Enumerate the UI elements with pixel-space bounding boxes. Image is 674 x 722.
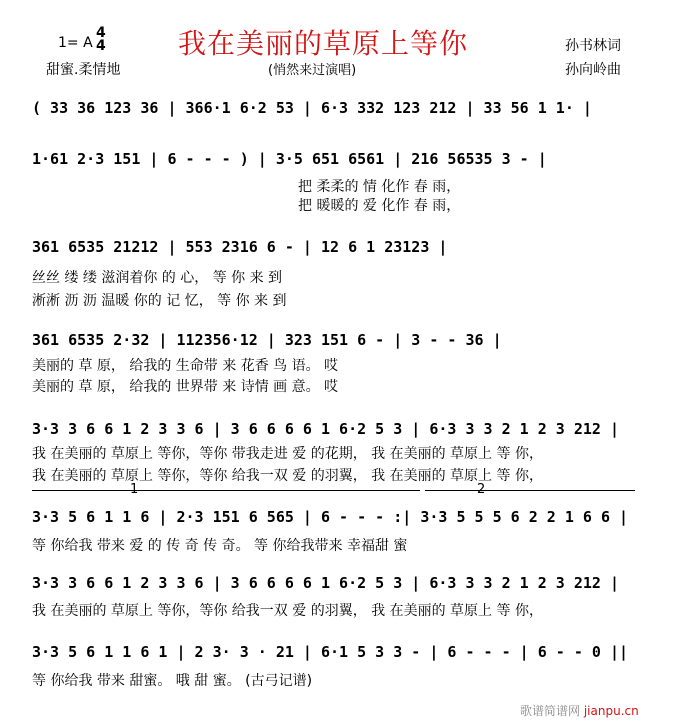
time-signature-bottom: 4 [96,38,106,54]
lyric-line-8: 等 你给我 带来 甜蜜。 哦 甜 蜜。 (古弓记谱) [32,673,313,689]
notation-line-8: 3·3 5 6 1 1 6 1 | 2 3· 3 · 21 | 6·1 5 3 3 - | 6 - - - | 6 - - 0 || [32,643,629,661]
lyricist-credit: 孙书林词 [565,38,621,54]
key-signature: 1= A [58,35,93,51]
mood-marking: 甜蜜.柔情地 [46,62,121,78]
song-title: 我在美丽的草原上等你 [178,27,469,60]
composer-credit: 孙向岭曲 [565,62,621,78]
lyric-line-5a: 我 在美丽的 草原上 等你，等你 带我走进 爱 的花期， 我 在美丽的 草原上 等 你， [32,446,543,462]
volta-1-number: 1 [130,482,139,497]
notation-line-2: 1·61 2·3 151 | 6 - - - ) | 3·5 651 6561 | 216 56535 3 - | [32,150,547,168]
time-signature [96,27,106,53]
lyric-line-2b: 把 暖暖的 爱 化作 春 雨， [298,198,461,214]
lyric-line-6: 等 你给我 带来 爱 的 传 奇 传 奇。 等 你给我带来 幸福甜 蜜 [32,538,408,554]
lyric-line-4a: 美丽的 草 原， 给我的 生命带 来 花香 鸟 语。 哎 [32,358,339,374]
lyric-line-4b: 美丽的 草 原， 给我的 世界带 来 诗情 画 意。 哎 [32,379,339,395]
lyric-line-5b: 我 在美丽的 草原上 等你，等你 给我一双 爱 的羽翼， 我 在美丽的 草原上 等 你， [32,468,543,484]
notation-line-4: 361 6535 2·32 | 112356·12 | 323 151 6 - | 3 - - 36 | [32,331,502,349]
volta-bracket-2 [425,490,635,491]
watermark-domain: jianpu.cn [583,704,639,718]
volta-bracket-1 [32,490,420,491]
notation-line-5: 3·3 3 6 6 1 2 3 3 6 | 3 6 6 6 6 1 6·2 5 3 | 6·3 3 3 2 1 2 3 212 | [32,420,619,438]
notation-line-3: 361 6535 21212 | 553 2316 6 - | 12 6 1 23123 | [32,238,448,256]
lyric-line-2a: 把 柔柔的 情 化作 春 雨， [298,179,461,195]
volta-2-number: 2 [477,482,486,497]
watermark [520,702,639,719]
watermark-text: 歌谱简谱网 [520,704,581,718]
performer-credit: (悄然来过演唱) [268,63,357,78]
lyric-line-3b: 淅淅 沥 沥 温暖 你的 记 忆， 等 你 来 到 [32,293,287,309]
notation-line-7: 3·3 3 6 6 1 2 3 3 6 | 3 6 6 6 6 1 6·2 5 3 | 6·3 3 3 2 1 2 3 212 | [32,574,619,592]
lyric-line-3a: 丝丝 缕 缕 滋润着你 的 心， 等 你 来 到 [32,270,283,286]
notation-line-6: 3·3 5 6 1 1 6 | 2·3 151 6 565 | 6 - - - :| 3·3 5 5 5 6 2 2 1 6 6 | [32,508,629,526]
time-signature-top: 4 [96,25,106,41]
notation-line-1: ( 33 36 123 36 | 366·1 6·2 53 | 6·3 332 123 212 | 33 56 1 1· | [32,99,592,117]
lyric-line-7: 我 在美丽的 草原上 等你，等你 给我一双 爱 的羽翼， 我 在美丽的 草原上 等 你， [32,603,543,619]
